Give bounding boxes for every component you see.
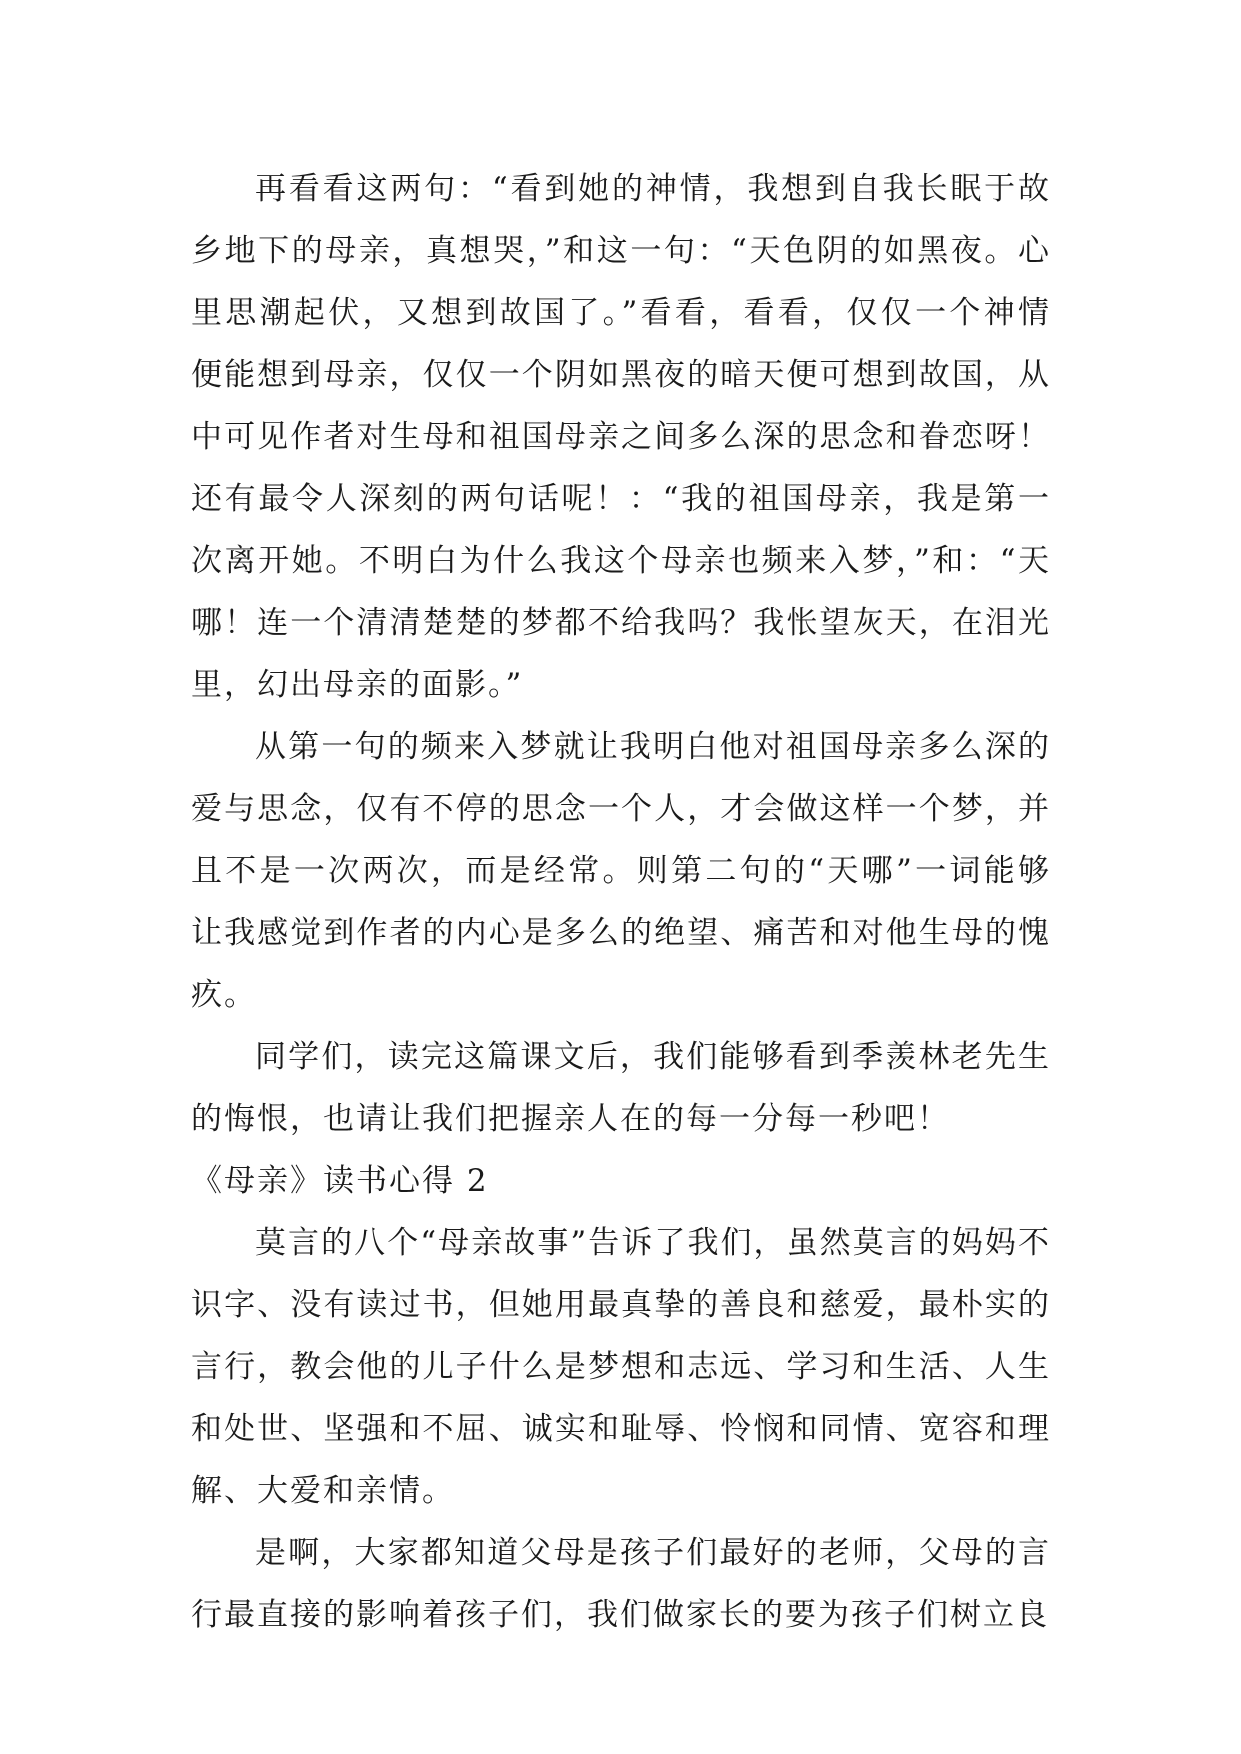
document-body [191,158,1051,1646]
paragraph: 再看看这两句：“看到她的神情，我想到自我长眠于故乡地下的母亲，真想哭，”和这一句：“天色阴的如黑夜。心里思潮起伏，又想到故国了。”看看，看看，仅仅一个神情便能想到母亲，仅仅一个阴如黑夜的暗天便可想到故国，从中可见作者对生母和祖国母亲之间多么深的思念和眷恋呀！还有最令人深刻的两句话呢！：“我的祖国母亲，我是第一次离开她。不明白为什么我这个母亲也频来入梦，”和：“天哪！连一个清清楚楚的梦都不给我吗？我怅望灰天，在泪光里，幻出母亲的面影。” [191,171,1051,703]
paragraph: 同学们，读完这篇课文后，我们能够看到季羡林老先生的悔恨，也请让我们把握亲人在的每一分每一秒吧！ [191,1039,1051,1137]
paragraph: 从第一句的频来入梦就让我明白他对祖国母亲多么深的爱与思念，仅有不停的思念一个人，才会做这样一个梦，并且不是一次两次，而是经常。则第二句的“天哪”一词能够让我感觉到作者的内心是多么的绝望、痛苦和对他生母的愧疚。 [191,729,1051,1013]
section-title: 《母亲》读书心得 2 [191,1163,489,1199]
paragraph: 是啊，大家都知道父母是孩子们最好的老师，父母的言行最直接的影响着孩子们，我们做家长的要为孩子们树立良 [191,1535,1051,1633]
paragraph: 莫言的八个“母亲故事”告诉了我们，虽然莫言的妈妈不识字、没有读过书，但她用最真挚的善良和慈爱，最朴实的言行，教会他的儿子什么是梦想和志远、学习和生活、人生和处世、坚强和不屈、诚实和耻辱、怜悯和同情、宽容和理解、大爱和亲情。 [191,1225,1051,1509]
